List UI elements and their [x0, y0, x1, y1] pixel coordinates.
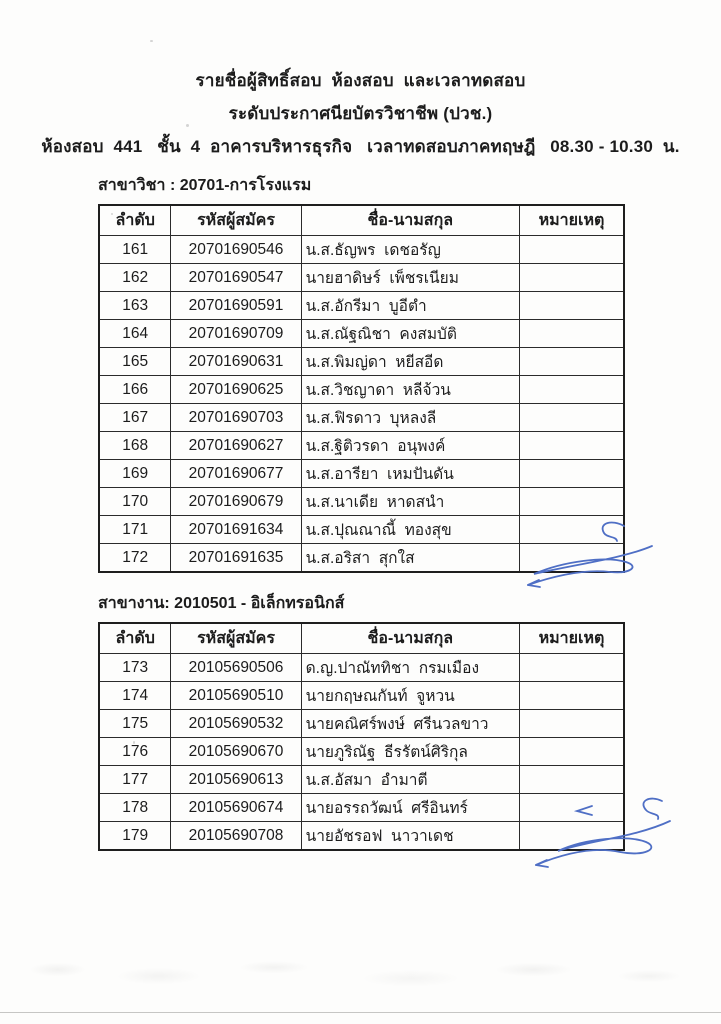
- column-header-remark: หมายเหตุ: [520, 205, 625, 236]
- cell-remark: [520, 710, 625, 738]
- cell-number: 173: [99, 654, 171, 682]
- cell-remark: [520, 460, 625, 488]
- cell-name: น.ส.ณัฐณิชา คงสมบัติ: [301, 320, 519, 348]
- cell-applicant-code: 20105690506: [171, 654, 301, 682]
- cell-name: น.ส.ธัญพร เดชอรัญ: [301, 236, 519, 264]
- cell-remark: [520, 794, 625, 822]
- table-row: [99, 404, 624, 432]
- table-row: [99, 654, 624, 682]
- scan-speck: [186, 124, 189, 127]
- cell-number: 167: [99, 404, 171, 432]
- column-header-name: ชื่อ-นามสกุล: [301, 623, 519, 654]
- document-title: รายชื่อผู้สิทธิ์สอบ ห้องสอบ และเวลาทดสอบ: [195, 71, 526, 90]
- table-row: [99, 236, 624, 264]
- cell-applicant-code: 20701690631: [171, 348, 301, 376]
- cell-remark: [520, 488, 625, 516]
- cell-remark: [520, 376, 625, 404]
- cell-number: 162: [99, 264, 171, 292]
- table-row: [99, 320, 624, 348]
- cell-name: น.ส.ฐิติวรดา อนุพงค์: [301, 432, 519, 460]
- cell-number: 165: [99, 348, 171, 376]
- cell-remark: [520, 516, 625, 544]
- cell-applicant-code: 20701690627: [171, 432, 301, 460]
- cell-number: 174: [99, 682, 171, 710]
- cell-name: น.ส.อารียา เหมปันดัน: [301, 460, 519, 488]
- cell-name: น.ส.ปุณณาณี้ ทองสุข: [301, 516, 519, 544]
- table-row: [99, 432, 624, 460]
- table-header-row: [99, 623, 624, 654]
- candidate-table-electronics: [98, 622, 625, 851]
- cell-number: 179: [99, 822, 171, 851]
- column-header-remark: หมายเหตุ: [520, 623, 625, 654]
- section-electronics-program: [98, 591, 625, 851]
- cell-remark: [520, 738, 625, 766]
- cell-remark: [520, 682, 625, 710]
- cell-applicant-code: 20105690532: [171, 710, 301, 738]
- cell-number: 175: [99, 710, 171, 738]
- cell-remark: [520, 654, 625, 682]
- cell-remark: [520, 320, 625, 348]
- cell-applicant-code: 20701690703: [171, 404, 301, 432]
- cell-applicant-code: 20701691634: [171, 516, 301, 544]
- cell-applicant-code: 20105690674: [171, 794, 301, 822]
- cell-remark: [520, 264, 625, 292]
- cell-name: นายคณิศร์พงษ์ ศรีนวลขาว: [301, 710, 519, 738]
- cell-remark: [520, 292, 625, 320]
- cell-number: 172: [99, 544, 171, 573]
- table-row: [99, 376, 624, 404]
- cell-number: 170: [99, 488, 171, 516]
- cell-number: 161: [99, 236, 171, 264]
- candidate-table-hotel: [98, 204, 625, 573]
- cell-number: 168: [99, 432, 171, 460]
- table-header-row: [99, 205, 624, 236]
- cell-number: 169: [99, 460, 171, 488]
- table-row: [99, 488, 624, 516]
- cell-number: 178: [99, 794, 171, 822]
- column-header-applicant-code: รหัสผู้สมัคร: [171, 205, 301, 236]
- cell-name: น.ส.ฟิรดาว บุหลงลี: [301, 404, 519, 432]
- scan-edge-line: [0, 1012, 721, 1013]
- cell-remark: [520, 432, 625, 460]
- cell-applicant-code: 20105690670: [171, 738, 301, 766]
- cell-applicant-code: 20701690677: [171, 460, 301, 488]
- column-header-number: ลำดับ: [99, 205, 171, 236]
- cell-applicant-code: 20105690510: [171, 682, 301, 710]
- cell-name: ด.ญ.ปาณัททิชา กรมเมือง: [301, 654, 519, 682]
- table-row: [99, 544, 624, 573]
- cell-number: 171: [99, 516, 171, 544]
- cell-number: 176: [99, 738, 171, 766]
- cell-number: 163: [99, 292, 171, 320]
- table-row: [99, 766, 624, 794]
- cell-name: น.ส.วิชญาดา หลีจ้วน: [301, 376, 519, 404]
- document-room-time-line: ห้องสอบ 441 ชั้น 4 อาคารบริหารธุรกิจ เวลาทดสอบภาคทฤษฎี 08.30 - 10.30 น.: [41, 137, 680, 156]
- cell-name: นายอรรถวัฒน์ ศรีอินทร์: [301, 794, 519, 822]
- cell-applicant-code: 20701690547: [171, 264, 301, 292]
- document-header: [0, 0, 721, 163]
- cell-name: น.ส.อักรีมา บูอีตำ: [301, 292, 519, 320]
- table-row: [99, 460, 624, 488]
- cell-remark: [520, 236, 625, 264]
- section-label-program-hotel: สาขาวิชา : 20701-การโรงแรม: [98, 177, 312, 194]
- scan-speck: [111, 213, 113, 215]
- cell-applicant-code: 20105690708: [171, 822, 301, 851]
- cell-name: น.ส.อริสา สุกใส: [301, 544, 519, 573]
- cell-name: น.ส.อัสมา อำมาตี: [301, 766, 519, 794]
- cell-name: นายกฤษณกันท์ จูหวน: [301, 682, 519, 710]
- cell-applicant-code: 20701690546: [171, 236, 301, 264]
- cell-applicant-code: 20701691635: [171, 544, 301, 573]
- cell-applicant-code: 20701690709: [171, 320, 301, 348]
- cell-name: น.ส.พิมญ่ดา หยีสอีด: [301, 348, 519, 376]
- cell-name: นายภูริณัฐ ธีรรัตน์ศิริกุล: [301, 738, 519, 766]
- scan-speck: [150, 40, 153, 42]
- table-row: [99, 292, 624, 320]
- column-header-number: ลำดับ: [99, 623, 171, 654]
- cell-applicant-code: 20105690613: [171, 766, 301, 794]
- table-row: [99, 822, 624, 851]
- section-hotel-program: [98, 173, 625, 573]
- table-row: [99, 794, 624, 822]
- table-row: [99, 682, 624, 710]
- cell-remark: [520, 766, 625, 794]
- section-label-program-electronics: สาขางาน: 2010501 - อิเล็กทรอนิกส์: [98, 595, 345, 612]
- cell-name: นายอัชรอฟ นาวาเดช: [301, 822, 519, 851]
- cell-name: นายฮาดิษร์ เพ็ชรเนียม: [301, 264, 519, 292]
- cell-remark: [520, 544, 625, 573]
- cell-remark: [520, 404, 625, 432]
- cell-number: 166: [99, 376, 171, 404]
- cell-applicant-code: 20701690591: [171, 292, 301, 320]
- cell-remark: [520, 822, 625, 851]
- table-row: [99, 738, 624, 766]
- cell-applicant-code: 20701690625: [171, 376, 301, 404]
- cell-number: 177: [99, 766, 171, 794]
- table-row: [99, 348, 624, 376]
- cell-remark: [520, 348, 625, 376]
- document-subtitle-level: ระดับประกาศนียบัตรวิชาชีพ (ปวช.): [228, 104, 493, 123]
- column-header-applicant-code: รหัสผู้สมัคร: [171, 623, 301, 654]
- scan-noise-band: [0, 952, 721, 996]
- column-header-name: ชื่อ-นามสกุล: [301, 205, 519, 236]
- cell-name: น.ส.นาเดีย หาดสนำ: [301, 488, 519, 516]
- table-row: [99, 710, 624, 738]
- table-row: [99, 516, 624, 544]
- cell-number: 164: [99, 320, 171, 348]
- table-row: [99, 264, 624, 292]
- cell-applicant-code: 20701690679: [171, 488, 301, 516]
- scan-speck: [133, 741, 135, 744]
